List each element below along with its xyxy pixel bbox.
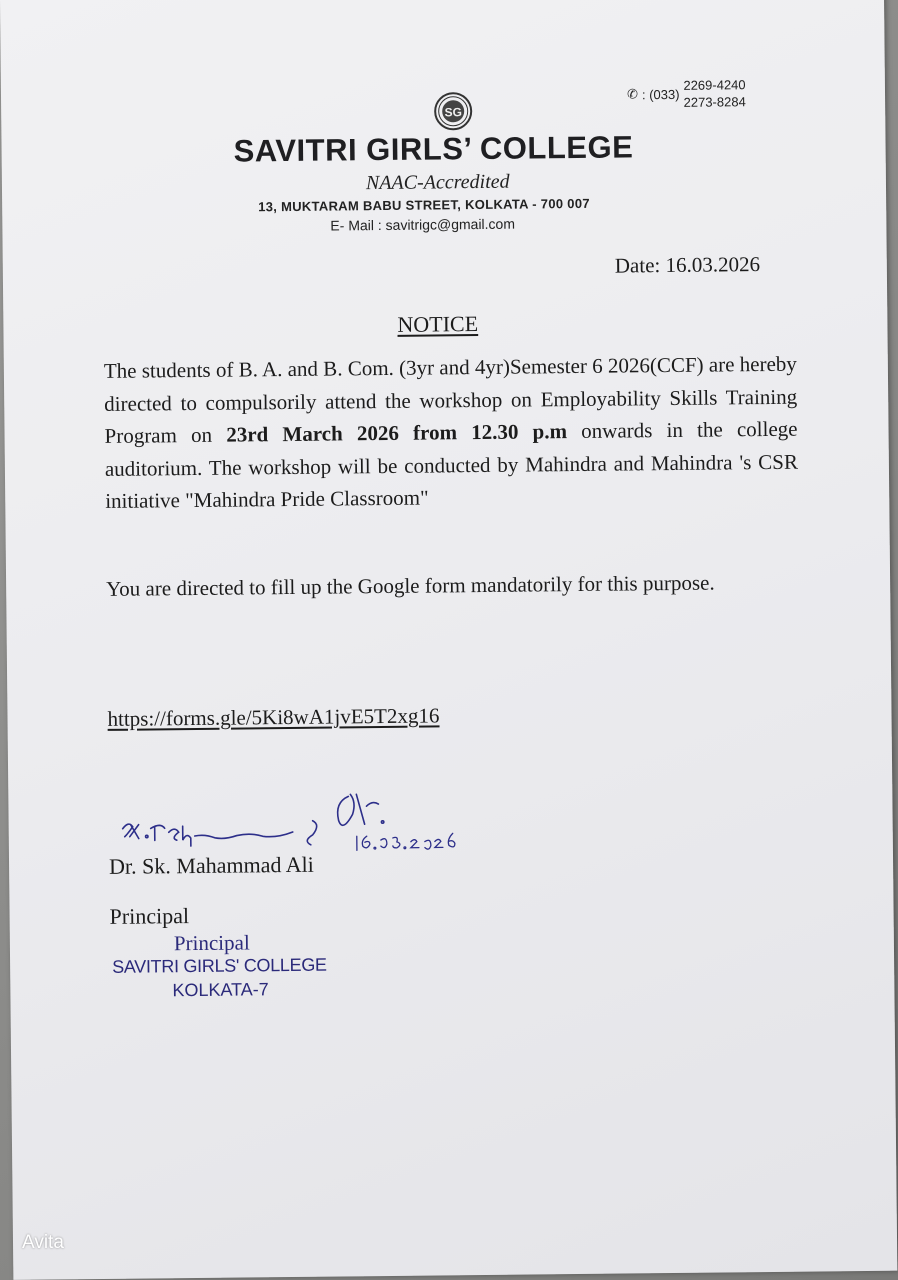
notice-title: NOTICE [397,311,479,337]
body-text-1: The students of B. A. and B. Com. (3yr and 4yr)Semester 6 2026(CCF) are hereby directed to compulsorily attend the workshop on Employability Skills Training Program on [103,351,798,448]
phone-icon: ✆ [626,86,639,102]
college-email: E- Mail : savitrigc@gmail.com [330,215,516,234]
college-name: SAVITRI GIRLS’ COLLEGE [233,129,634,169]
stamp-college: SAVITRI GIRLS' COLLEGE [112,954,327,977]
phone-number-1: 2269-4240 [683,77,746,93]
notice-body [103,348,804,518]
college-logo-icon [433,91,473,131]
body-text-2: onwards in the college auditorium. The workshop will be conducted by Mahindra and Mahindra 's CSR initiative "Mahindra Pride Classroom" [104,416,804,513]
camera-watermark: Avita [22,1232,64,1253]
phone-number-2: 2273-8284 [683,94,746,110]
stamp-title: Principal [173,930,250,956]
signatory-designation: Principal [109,903,190,929]
signatory-name: Dr. Sk. Mahammad Ali [108,851,314,879]
phone-prefix: : (033) [641,86,680,102]
logo-monogram: SG [444,105,462,120]
phone-block [627,76,746,111]
event-date: 23rd March 2026 [226,420,400,447]
form-instruction: You are directed to fill up the Google form mandatorily for this purpose. [106,570,715,601]
college-address: 13, MUKTARAM BABU STREET, KOLKATA - 700 007 [258,195,590,215]
notice-date: Date: 16.03.2026 [614,252,761,278]
stamp-city: KOLKATA-7 [172,979,269,1001]
handwritten-signature [116,775,487,859]
event-time: from 12.30 p.m [412,419,568,445]
accreditation-text: NAAC-Accredited [365,170,510,195]
google-form-link[interactable]: https://forms.gle/5Ki8wA1jvE5T2xg16 [107,703,440,731]
